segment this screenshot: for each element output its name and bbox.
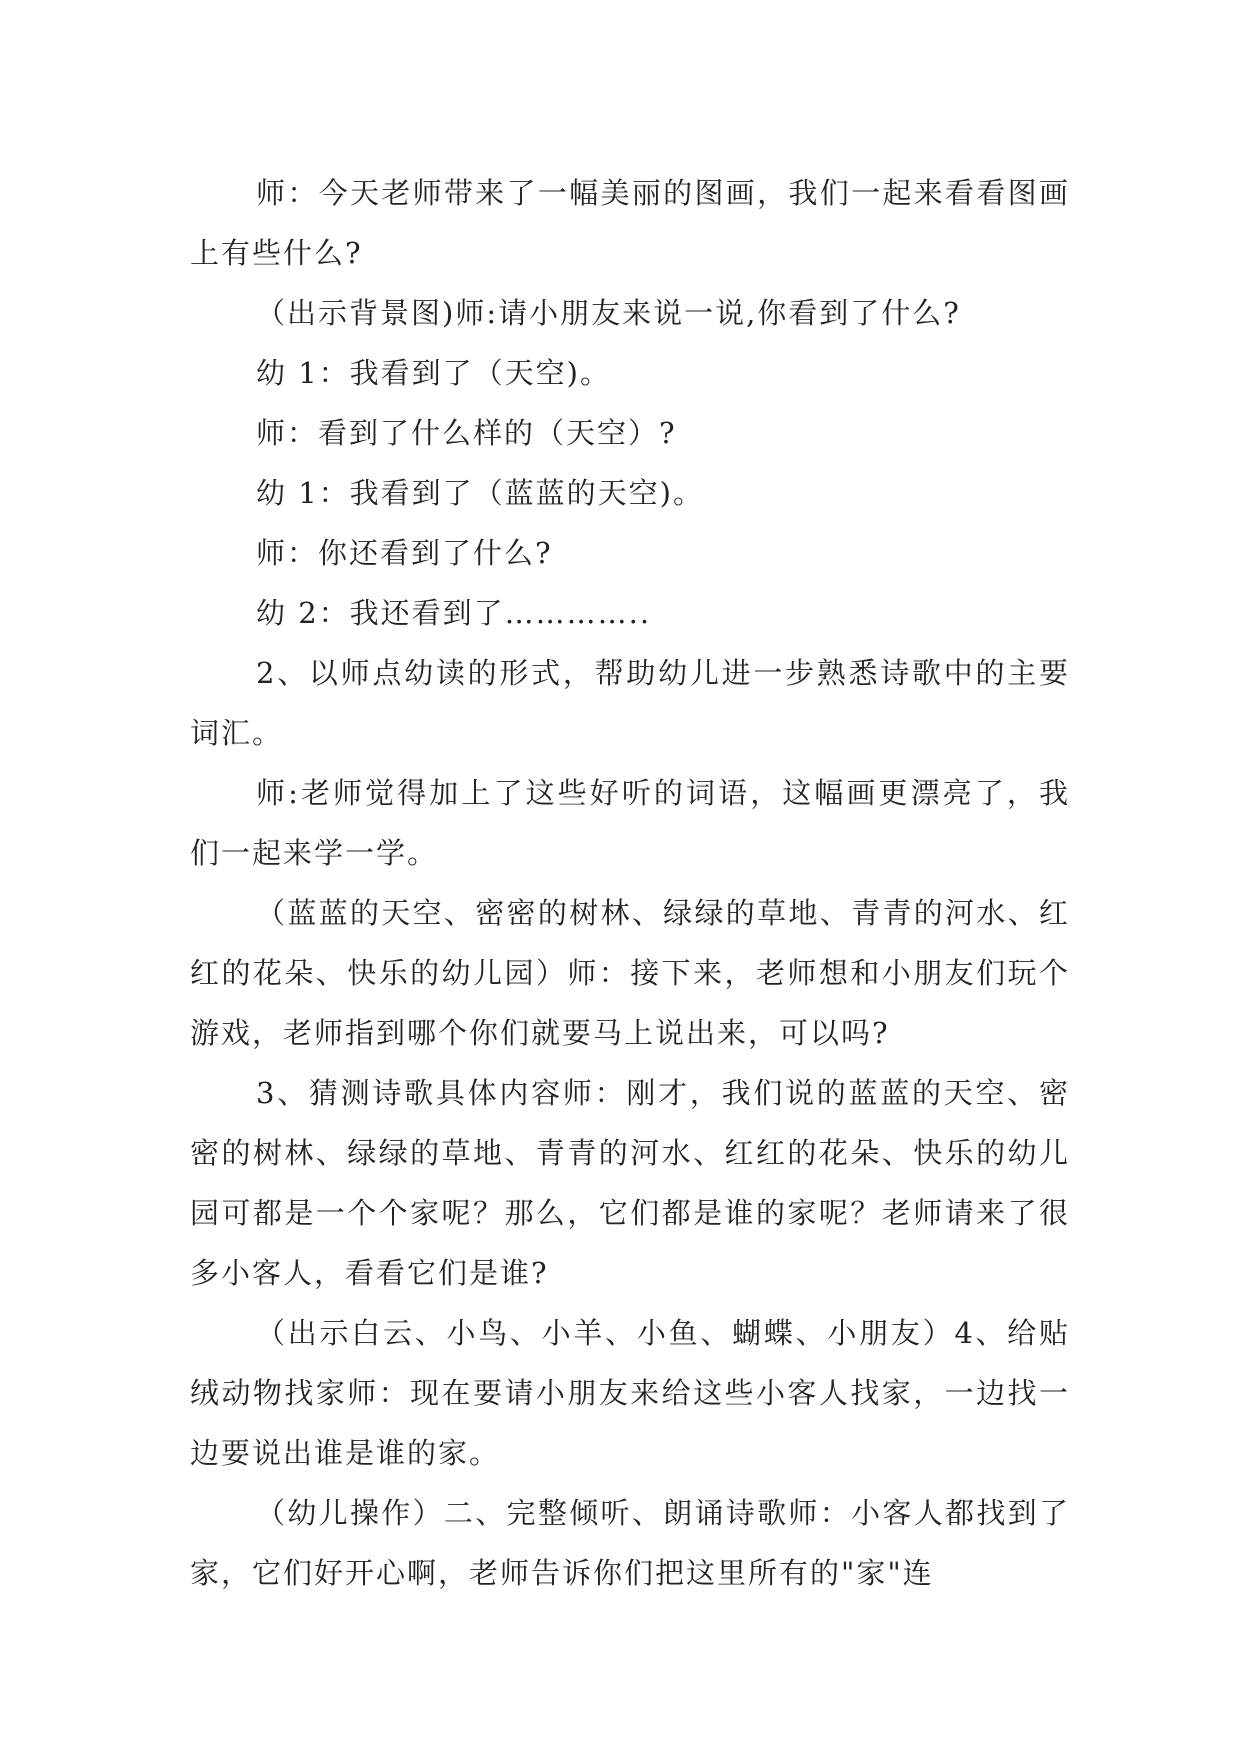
paragraph: 师:老师觉得加上了这些好听的词语，这幅画更漂亮了，我们一起来学一学。 [190,776,1070,870]
paragraph: 幼 1：我看到了（蓝蓝的天空)。 [256,476,704,510]
paragraph: （出示背景图)师:请小朋友来说一说,你看到了什么? [256,296,961,330]
paragraph: 2、以师点幼读的形式，帮助幼儿进一步熟悉诗歌中的主要词汇。 [190,656,1070,750]
paragraph: 师：看到了什么样的（天空）? [256,416,677,450]
paragraph: 3、猜测诗歌具体内容师：刚才，我们说的蓝蓝的天空、密密的树林、绿绿的草地、青青的河水、红红的花朵、快乐的幼儿园可都是一个个家呢？那么，它们都是谁的家呢？老师请来了很多小客人，看看它们是谁? [190,1076,1070,1290]
paragraph: 师：你还看到了什么? [256,536,553,570]
paragraph: 幼 1：我看到了（天空)。 [256,356,611,390]
document-body [190,163,1070,1603]
paragraph: （幼儿操作）二、完整倾听、朗诵诗歌师：小客人都找到了家，它们好开心啊，老师告诉你们把这里所有的"家"连 [190,1496,1070,1590]
paragraph: 幼 2：我还看到了………….. [256,596,652,630]
paragraph: （蓝蓝的天空、密密的树林、绿绿的草地、青青的河水、红红的花朵、快乐的幼儿园）师：接下来，老师想和小朋友们玩个游戏，老师指到哪个你们就要马上说出来，可以吗? [190,896,1070,1050]
paragraph: （出示白云、小鸟、小羊、小鱼、蝴蝶、小朋友）4、给贴绒动物找家师：现在要请小朋友来给这些小客人找家，一边找一边要说出谁是谁的家。 [190,1316,1070,1470]
paragraph: 师：今天老师带来了一幅美丽的图画，我们一起来看看图画上有些什么? [190,176,1070,270]
